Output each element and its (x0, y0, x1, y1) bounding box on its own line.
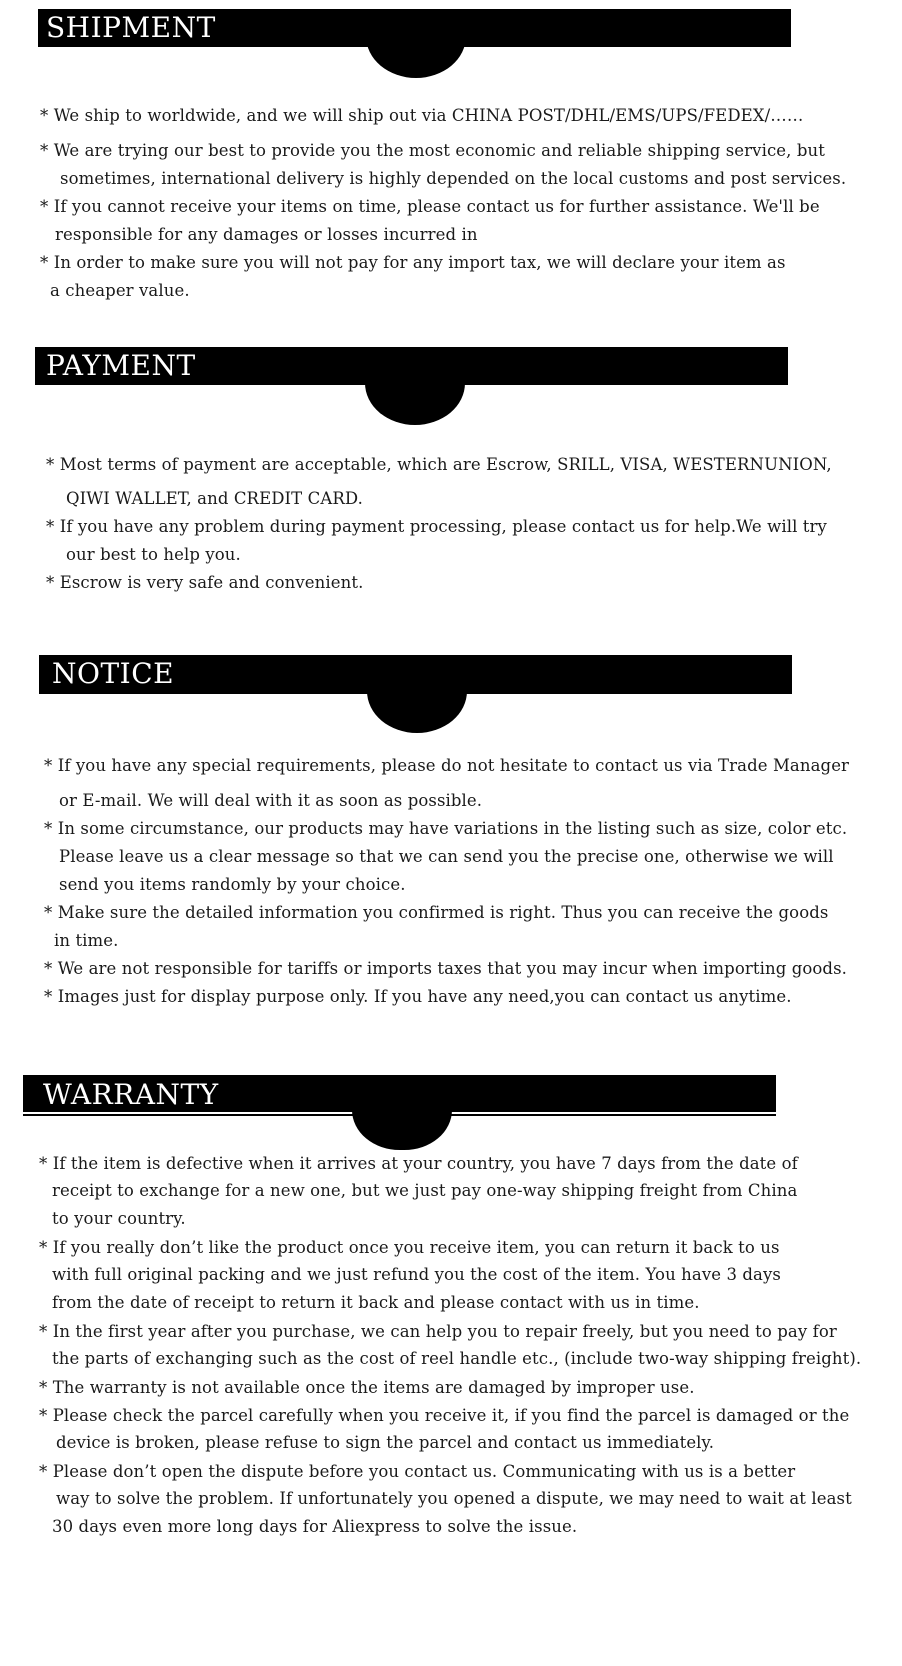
payment-line: QIWI WALLET, and CREDIT CARD. (66, 489, 363, 508)
warranty-title: WARRANTY (43, 1078, 219, 1111)
notice-line: * We are not responsible for tariffs or imports taxes that you may incur when importing goods. (44, 959, 848, 978)
shipment-title: SHIPMENT (46, 11, 216, 44)
payment-line: * Most terms of payment are acceptable, which are Escrow, SRILL, VISA, WESTERNUNION, (46, 455, 832, 474)
notice-line: * If you have any special requirements, please do not hesitate to contact us via Trade Manager (44, 756, 850, 775)
payment-line: our best to help you. (66, 545, 241, 564)
warranty-line: with full original packing and we just refund you the cost of the item. You have 3 days (52, 1265, 781, 1284)
warranty-line: to your country. (52, 1209, 186, 1228)
warranty-line: from the date of receipt to return it back and please contact with us in time. (52, 1293, 700, 1312)
shipment-line: * In order to make sure you will not pay for any import tax, we will declare your item as (40, 253, 786, 272)
notice-line: * Images just for display purpose only. If you have any need,you can contact us anytime. (44, 987, 792, 1006)
warranty-line: * The warranty is not available once the items are damaged by improper use. (39, 1378, 695, 1397)
shipment-line: responsible for any damages or losses incurred in (55, 225, 478, 244)
payment-header-tab (365, 380, 465, 425)
notice-line: Please leave us a clear message so that we can send you the precise one, otherwise we will (59, 847, 834, 866)
warranty-line: * In the first year after you purchase, we can help you to repair freely, but you need to pay for (39, 1322, 837, 1341)
notice-line: * In some circumstance, our products may have variations in the listing such as size, color etc. (44, 819, 848, 838)
shipment-line: a cheaper value. (50, 281, 190, 300)
warranty-line: * Please don’t open the dispute before you contact us. Communicating with us is a better (39, 1462, 796, 1481)
shipment-line: sometimes, international delivery is highly depended on the local customs and post services. (60, 169, 847, 188)
notice-title: NOTICE (52, 657, 175, 690)
notice-line: or E-mail. We will deal with it as soon as possible. (59, 791, 483, 810)
shipment-line: * We are trying our best to provide you the most economic and reliable shipping service, but (40, 141, 825, 160)
warranty-line: device is broken, please refuse to sign the parcel and contact us immediately. (56, 1433, 715, 1452)
warranty-line: way to solve the problem. If unfortunately you opened a dispute, we may need to wait at least (56, 1489, 852, 1508)
warranty-line: 30 days even more long days for Aliexpress to solve the issue. (52, 1517, 578, 1536)
warranty-line: the parts of exchanging such as the cost of reel handle etc., (include two-way shipping freight). (52, 1349, 862, 1368)
notice-line: send you items randomly by your choice. (59, 875, 406, 894)
warranty-line: receipt to exchange for a new one, but we just pay one-way shipping freight from China (52, 1181, 798, 1200)
shipment-line: * We ship to worldwide, and we will ship out via CHINA POST/DHL/EMS/UPS/FEDEX/…… (40, 106, 804, 125)
warranty-line: * If you really don’t like the product once you receive item, you can return it back to us (39, 1238, 780, 1257)
notice-line: * Make sure the detailed information you confirmed is right. Thus you can receive the goods (44, 903, 829, 922)
notice-header-tab (367, 688, 467, 733)
payment-line: * If you have any problem during payment processing, please contact us for help.We will try (46, 517, 827, 536)
shipment-line: * If you cannot receive your items on time, please contact us for further assistance. We'll be (40, 197, 820, 216)
payment-line: * Escrow is very safe and convenient. (46, 573, 364, 592)
warranty-line: * If the item is defective when it arrives at your country, you have 7 days from the date of (39, 1154, 798, 1173)
notice-line: in time. (54, 931, 119, 950)
shipment-header-tab (366, 33, 466, 78)
warranty-header-tab (352, 1110, 452, 1150)
payment-title: PAYMENT (46, 349, 196, 382)
warranty-line: * Please check the parcel carefully when you receive it, if you find the parcel is damaged or the (39, 1406, 850, 1425)
